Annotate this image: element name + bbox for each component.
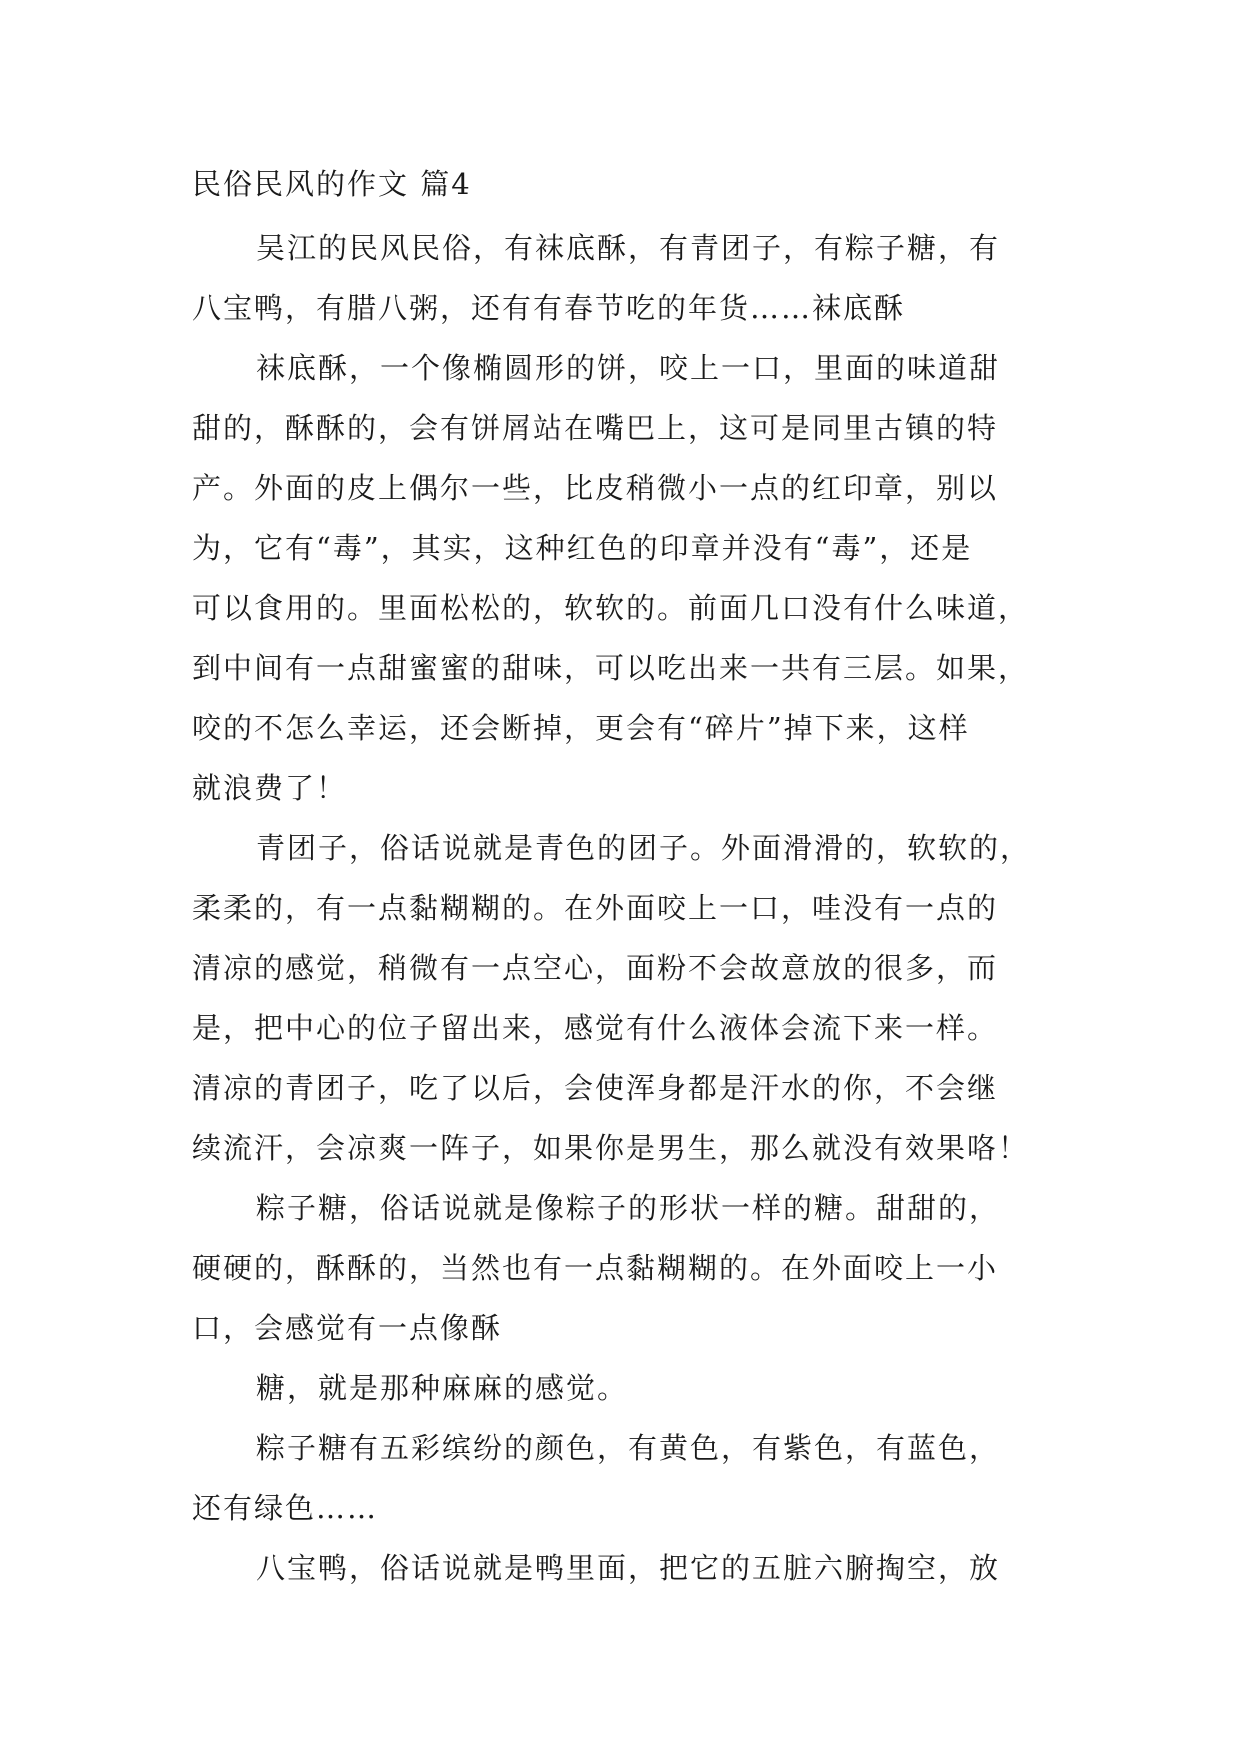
paragraph-line: 清凉的青团子，吃了以后，会使浑身都是汗水的你，不会继 (192, 1071, 999, 1105)
paragraph-line: 清凉的感觉，稍微有一点空心，面粉不会故意放的很多，而 (192, 951, 999, 985)
paragraph-line: 粽子糖有五彩缤纷的颜色，有黄色，有紫色，有蓝色， (256, 1431, 1001, 1465)
paragraph-line: 口，会感觉有一点像酥 (192, 1311, 503, 1345)
paragraph-line: 糖，就是那种麻麻的感觉。 (256, 1371, 629, 1405)
paragraph-4 (192, 1170, 1052, 1350)
paragraph-line: 可以食用的。里面松松的，软软的。前面几口没有什么味道， (192, 591, 1030, 625)
paragraph-line: 青团子，俗话说就是青色的团子。外面滑滑的，软软的， (256, 831, 1032, 865)
paragraph-6 (192, 1410, 1052, 1530)
paragraph-7 (192, 1530, 1052, 1590)
paragraph-line: 是，把中心的位子留出来，感觉有什么液体会流下来一样。 (192, 1011, 999, 1045)
paragraph-line: 硬硬的，酥酥的，当然也有一点黏糊糊的。在外面咬上一小 (192, 1251, 999, 1285)
paragraph-line: 吴江的民风民俗，有袜底酥，有青团子，有粽子糖，有 (256, 231, 1001, 265)
paragraph-3 (192, 810, 1052, 1170)
paragraph-line: 为，它有“毒”，其实，这种红色的印章并没有“毒”，还是 (192, 531, 973, 565)
paragraph-line: 八宝鸭，俗话说就是鸭里面，把它的五脏六腑掏空，放 (256, 1551, 1001, 1585)
paragraph-line: 就浪费了！ (192, 771, 348, 805)
paragraph-line: 咬的不怎么幸运，还会断掉，更会有“碎片”掉下来，这样 (192, 711, 970, 745)
paragraph-line: 产。外面的皮上偶尔一些，比皮稍微小一点的红印章，别以 (192, 471, 999, 505)
paragraph-5 (192, 1350, 1052, 1410)
paragraph-2 (192, 330, 1052, 810)
paragraph-line: 粽子糖，俗话说就是像粽子的形状一样的糖。甜甜的， (256, 1191, 1001, 1225)
paragraph-line: 袜底酥，一个像椭圆形的饼，咬上一口，里面的味道甜 (256, 351, 1001, 385)
paragraph-line: 到中间有一点甜蜜蜜的甜味，可以吃出来一共有三层。如果， (192, 651, 1030, 685)
paragraph-1 (192, 210, 1052, 330)
paragraph-line: 甜的，酥酥的，会有饼屑站在嘴巴上，这可是同里古镇的特 (192, 411, 999, 445)
document-title: 民俗民风的作文 篇4 (192, 167, 472, 201)
paragraph-line: 续流汗，会凉爽一阵子，如果你是男生，那么就没有效果咯！ (192, 1131, 1030, 1165)
document-page (192, 162, 1052, 1590)
paragraph-line: 八宝鸭，有腊八粥，还有有春节吃的年货……袜底酥 (192, 291, 906, 325)
paragraph-line: 还有绿色…… (192, 1491, 379, 1525)
paragraph-line: 柔柔的，有一点黏糊糊的。在外面咬上一口，哇没有一点的 (192, 891, 999, 925)
